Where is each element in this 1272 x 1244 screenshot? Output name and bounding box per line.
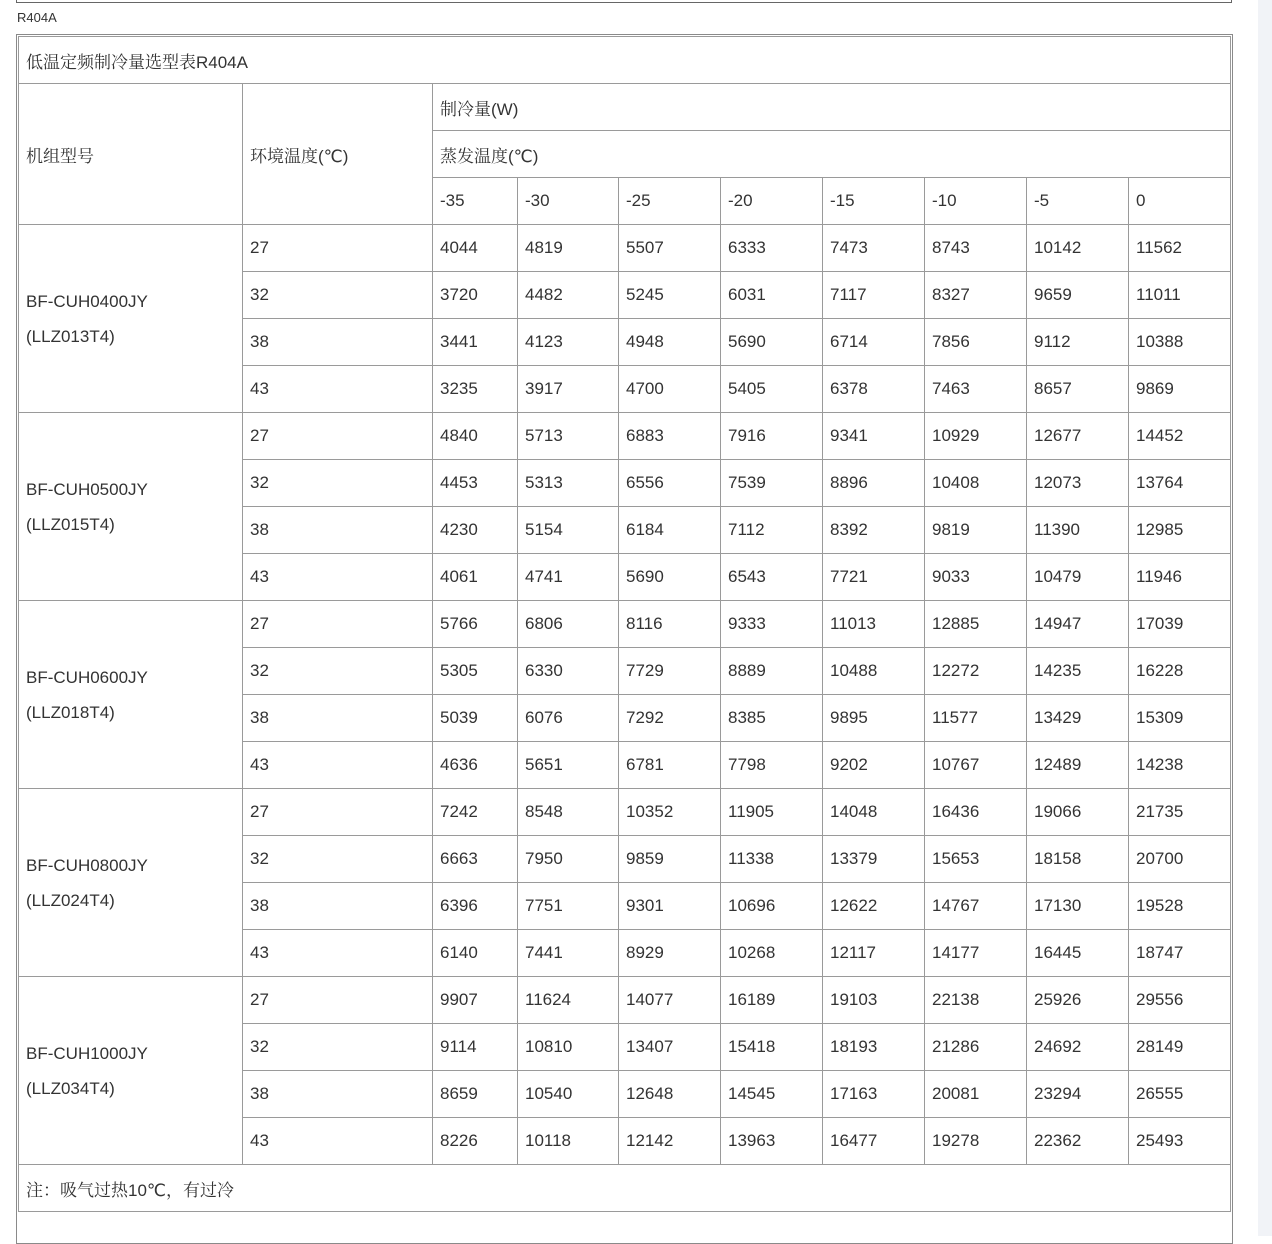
evap-temp-header: -5 xyxy=(1027,178,1129,225)
ambient-temp-cell: 27 xyxy=(243,413,433,460)
capacity-cell: 10388 xyxy=(1129,319,1231,366)
capacity-cell: 5507 xyxy=(619,225,721,272)
ambient-temp-cell: 38 xyxy=(243,695,433,742)
capacity-cell: 16228 xyxy=(1129,648,1231,695)
capacity-cell: 18158 xyxy=(1027,836,1129,883)
capacity-cell: 12117 xyxy=(823,930,925,977)
capacity-cell: 5313 xyxy=(518,460,619,507)
capacity-cell: 4636 xyxy=(433,742,518,789)
capacity-cell: 6543 xyxy=(721,554,823,601)
model-cell xyxy=(19,413,243,601)
ambient-temp-cell: 43 xyxy=(243,554,433,601)
previous-section-border xyxy=(16,0,1232,3)
capacity-cell: 20700 xyxy=(1129,836,1231,883)
capacity-cell: 10929 xyxy=(925,413,1027,460)
model-code: (LLZ024T4) xyxy=(26,890,115,910)
capacity-cell: 10810 xyxy=(518,1024,619,1071)
capacity-cell: 5039 xyxy=(433,695,518,742)
capacity-cell: 21735 xyxy=(1129,789,1231,836)
capacity-cell: 6396 xyxy=(433,883,518,930)
evap-temp-header: -30 xyxy=(518,178,619,225)
ambient-temp-cell: 43 xyxy=(243,930,433,977)
capacity-cell: 14947 xyxy=(1027,601,1129,648)
capacity-cell: 12489 xyxy=(1027,742,1129,789)
capacity-cell: 4230 xyxy=(433,507,518,554)
capacity-cell: 4482 xyxy=(518,272,619,319)
capacity-cell: 7242 xyxy=(433,789,518,836)
capacity-cell: 10352 xyxy=(619,789,721,836)
capacity-cell: 21286 xyxy=(925,1024,1027,1071)
capacity-cell: 23294 xyxy=(1027,1071,1129,1118)
capacity-cell: 10540 xyxy=(518,1071,619,1118)
capacity-cell: 8116 xyxy=(619,601,721,648)
capacity-cell: 11946 xyxy=(1129,554,1231,601)
capacity-cell: 10408 xyxy=(925,460,1027,507)
capacity-cell: 19278 xyxy=(925,1118,1027,1165)
capacity-cell: 9202 xyxy=(823,742,925,789)
capacity-cell: 25493 xyxy=(1129,1118,1231,1165)
capacity-cell: 12677 xyxy=(1027,413,1129,460)
ambient-temp-cell: 32 xyxy=(243,1024,433,1071)
capacity-cell: 5405 xyxy=(721,366,823,413)
ambient-temp-cell: 32 xyxy=(243,272,433,319)
note-row xyxy=(19,1165,1231,1212)
capacity-cell: 8548 xyxy=(518,789,619,836)
capacity-cell: 14235 xyxy=(1027,648,1129,695)
model-cell xyxy=(19,977,243,1165)
capacity-cell: 5245 xyxy=(619,272,721,319)
capacity-cell: 4700 xyxy=(619,366,721,413)
capacity-cell: 14767 xyxy=(925,883,1027,930)
capacity-cell: 9907 xyxy=(433,977,518,1024)
model-cell xyxy=(19,789,243,977)
capacity-cell: 3720 xyxy=(433,272,518,319)
capacity-cell: 13407 xyxy=(619,1024,721,1071)
header-ambient-temp: 环境温度(℃) xyxy=(243,84,433,225)
capacity-cell: 25926 xyxy=(1027,977,1129,1024)
ambient-temp-cell: 27 xyxy=(243,601,433,648)
capacity-cell: 7798 xyxy=(721,742,823,789)
capacity-cell: 16477 xyxy=(823,1118,925,1165)
capacity-cell: 14452 xyxy=(1129,413,1231,460)
capacity-cell: 6714 xyxy=(823,319,925,366)
table-row xyxy=(19,977,1231,1024)
capacity-cell: 13764 xyxy=(1129,460,1231,507)
capacity-cell: 8889 xyxy=(721,648,823,695)
header-cooling-capacity: 制冷量(W) xyxy=(433,84,1231,131)
capacity-cell: 18193 xyxy=(823,1024,925,1071)
ambient-temp-cell: 27 xyxy=(243,225,433,272)
capacity-cell: 10479 xyxy=(1027,554,1129,601)
refrigerant-caption: R404A xyxy=(17,10,57,25)
capacity-cell: 9819 xyxy=(925,507,1027,554)
capacity-cell: 22362 xyxy=(1027,1118,1129,1165)
model-code: (LLZ034T4) xyxy=(26,1078,115,1098)
table-row xyxy=(19,789,1231,836)
capacity-cell: 12622 xyxy=(823,883,925,930)
capacity-cell: 6076 xyxy=(518,695,619,742)
model-cell xyxy=(19,225,243,413)
capacity-cell: 3917 xyxy=(518,366,619,413)
capacity-cell: 7539 xyxy=(721,460,823,507)
capacity-cell: 11624 xyxy=(518,977,619,1024)
capacity-cell: 4840 xyxy=(433,413,518,460)
ambient-temp-cell: 27 xyxy=(243,977,433,1024)
model-name: BF-CUH1000JY xyxy=(26,1043,148,1063)
capacity-cell: 7292 xyxy=(619,695,721,742)
capacity-cell: 7117 xyxy=(823,272,925,319)
capacity-cell: 8743 xyxy=(925,225,1027,272)
capacity-cell: 9033 xyxy=(925,554,1027,601)
ambient-temp-cell: 38 xyxy=(243,507,433,554)
capacity-cell: 10488 xyxy=(823,648,925,695)
header-model: 机组型号 xyxy=(19,84,243,225)
model-name: BF-CUH0800JY xyxy=(26,855,148,875)
capacity-cell: 17130 xyxy=(1027,883,1129,930)
table-row xyxy=(19,225,1231,272)
selection-table xyxy=(18,36,1231,1212)
capacity-cell: 6031 xyxy=(721,272,823,319)
model-code: (LLZ015T4) xyxy=(26,514,115,534)
capacity-cell: 9114 xyxy=(433,1024,518,1071)
capacity-cell: 8896 xyxy=(823,460,925,507)
ambient-temp-cell: 38 xyxy=(243,319,433,366)
capacity-cell: 3235 xyxy=(433,366,518,413)
model-cell xyxy=(19,601,243,789)
capacity-cell: 8385 xyxy=(721,695,823,742)
capacity-cell: 7856 xyxy=(925,319,1027,366)
capacity-cell: 22138 xyxy=(925,977,1027,1024)
capacity-cell: 10767 xyxy=(925,742,1027,789)
capacity-cell: 8657 xyxy=(1027,366,1129,413)
capacity-cell: 7441 xyxy=(518,930,619,977)
capacity-cell: 15653 xyxy=(925,836,1027,883)
model-code: (LLZ013T4) xyxy=(26,326,115,346)
header-evaporating-temp: 蒸发温度(℃) xyxy=(433,131,1231,178)
capacity-cell: 11338 xyxy=(721,836,823,883)
ambient-temp-cell: 32 xyxy=(243,836,433,883)
capacity-cell: 10696 xyxy=(721,883,823,930)
capacity-cell: 26555 xyxy=(1129,1071,1231,1118)
capacity-cell: 17163 xyxy=(823,1071,925,1118)
capacity-cell: 15309 xyxy=(1129,695,1231,742)
evap-temp-header: -15 xyxy=(823,178,925,225)
capacity-cell: 6330 xyxy=(518,648,619,695)
capacity-cell: 11013 xyxy=(823,601,925,648)
capacity-cell: 7729 xyxy=(619,648,721,695)
capacity-cell: 7112 xyxy=(721,507,823,554)
capacity-cell: 9333 xyxy=(721,601,823,648)
ambient-temp-cell: 43 xyxy=(243,742,433,789)
capacity-cell: 5766 xyxy=(433,601,518,648)
capacity-cell: 16445 xyxy=(1027,930,1129,977)
capacity-cell: 8327 xyxy=(925,272,1027,319)
capacity-cell: 4819 xyxy=(518,225,619,272)
evap-temp-header: -20 xyxy=(721,178,823,225)
capacity-cell: 4044 xyxy=(433,225,518,272)
capacity-cell: 6663 xyxy=(433,836,518,883)
capacity-cell: 13379 xyxy=(823,836,925,883)
capacity-cell: 14238 xyxy=(1129,742,1231,789)
capacity-cell: 9112 xyxy=(1027,319,1129,366)
capacity-cell: 20081 xyxy=(925,1071,1027,1118)
capacity-cell: 7721 xyxy=(823,554,925,601)
capacity-cell: 10142 xyxy=(1027,225,1129,272)
capacity-cell: 6806 xyxy=(518,601,619,648)
capacity-cell: 7950 xyxy=(518,836,619,883)
capacity-cell: 9895 xyxy=(823,695,925,742)
capacity-cell: 6378 xyxy=(823,366,925,413)
capacity-cell: 9301 xyxy=(619,883,721,930)
capacity-cell: 6184 xyxy=(619,507,721,554)
capacity-cell: 19528 xyxy=(1129,883,1231,930)
capacity-cell: 12142 xyxy=(619,1118,721,1165)
model-name: BF-CUH0600JY xyxy=(26,667,148,687)
capacity-cell: 10118 xyxy=(518,1118,619,1165)
capacity-cell: 28149 xyxy=(1129,1024,1231,1071)
capacity-cell: 4453 xyxy=(433,460,518,507)
capacity-cell: 6556 xyxy=(619,460,721,507)
evap-temp-header: -25 xyxy=(619,178,721,225)
table-note: 注：吸气过热10℃，有过冷 xyxy=(19,1165,1231,1212)
ambient-temp-cell: 32 xyxy=(243,648,433,695)
ambient-temp-cell: 38 xyxy=(243,1071,433,1118)
capacity-cell: 6140 xyxy=(433,930,518,977)
capacity-cell: 12073 xyxy=(1027,460,1129,507)
evap-temp-header: -10 xyxy=(925,178,1027,225)
capacity-cell: 5713 xyxy=(518,413,619,460)
capacity-cell: 7463 xyxy=(925,366,1027,413)
capacity-cell: 12985 xyxy=(1129,507,1231,554)
capacity-cell: 11562 xyxy=(1129,225,1231,272)
capacity-cell: 5690 xyxy=(721,319,823,366)
capacity-cell: 24692 xyxy=(1027,1024,1129,1071)
capacity-cell: 7473 xyxy=(823,225,925,272)
capacity-cell: 11577 xyxy=(925,695,1027,742)
capacity-cell: 6781 xyxy=(619,742,721,789)
ambient-temp-cell: 27 xyxy=(243,789,433,836)
capacity-cell: 8929 xyxy=(619,930,721,977)
capacity-cell: 16189 xyxy=(721,977,823,1024)
capacity-cell: 18747 xyxy=(1129,930,1231,977)
capacity-cell: 4948 xyxy=(619,319,721,366)
capacity-cell: 5154 xyxy=(518,507,619,554)
table-row xyxy=(19,601,1231,648)
capacity-cell: 9869 xyxy=(1129,366,1231,413)
page-scroll-gutter xyxy=(1258,0,1272,1236)
evap-temp-header: 0 xyxy=(1129,178,1231,225)
model-code: (LLZ018T4) xyxy=(26,702,115,722)
ambient-temp-cell: 38 xyxy=(243,883,433,930)
ambient-temp-cell: 43 xyxy=(243,1118,433,1165)
capacity-cell: 11011 xyxy=(1129,272,1231,319)
capacity-cell: 15418 xyxy=(721,1024,823,1071)
capacity-cell: 17039 xyxy=(1129,601,1231,648)
capacity-cell: 5305 xyxy=(433,648,518,695)
capacity-cell: 5690 xyxy=(619,554,721,601)
evap-temp-header: -35 xyxy=(433,178,518,225)
capacity-cell: 14048 xyxy=(823,789,925,836)
capacity-cell: 4061 xyxy=(433,554,518,601)
capacity-cell: 4741 xyxy=(518,554,619,601)
capacity-cell: 9341 xyxy=(823,413,925,460)
capacity-cell: 13963 xyxy=(721,1118,823,1165)
capacity-cell: 10268 xyxy=(721,930,823,977)
capacity-cell: 3441 xyxy=(433,319,518,366)
capacity-cell: 12648 xyxy=(619,1071,721,1118)
capacity-cell: 12885 xyxy=(925,601,1027,648)
ambient-temp-cell: 32 xyxy=(243,460,433,507)
capacity-cell: 14177 xyxy=(925,930,1027,977)
model-name: BF-CUH0400JY xyxy=(26,291,148,311)
capacity-cell: 12272 xyxy=(925,648,1027,695)
capacity-cell: 8392 xyxy=(823,507,925,554)
capacity-cell: 11905 xyxy=(721,789,823,836)
capacity-cell: 9859 xyxy=(619,836,721,883)
model-name: BF-CUH0500JY xyxy=(26,479,148,499)
capacity-cell: 16436 xyxy=(925,789,1027,836)
capacity-cell: 5651 xyxy=(518,742,619,789)
capacity-cell: 8659 xyxy=(433,1071,518,1118)
capacity-cell: 7751 xyxy=(518,883,619,930)
capacity-cell: 19066 xyxy=(1027,789,1129,836)
capacity-cell: 9659 xyxy=(1027,272,1129,319)
capacity-cell: 6883 xyxy=(619,413,721,460)
capacity-cell: 8226 xyxy=(433,1118,518,1165)
capacity-cell: 6333 xyxy=(721,225,823,272)
capacity-cell: 19103 xyxy=(823,977,925,1024)
capacity-cell: 11390 xyxy=(1027,507,1129,554)
capacity-cell: 29556 xyxy=(1129,977,1231,1024)
table-row xyxy=(19,413,1231,460)
ambient-temp-cell: 43 xyxy=(243,366,433,413)
table-title: 低温定频制冷量选型表R404A xyxy=(19,37,1231,84)
capacity-cell: 4123 xyxy=(518,319,619,366)
capacity-cell: 13429 xyxy=(1027,695,1129,742)
capacity-cell: 7916 xyxy=(721,413,823,460)
capacity-cell: 14077 xyxy=(619,977,721,1024)
capacity-cell: 14545 xyxy=(721,1071,823,1118)
